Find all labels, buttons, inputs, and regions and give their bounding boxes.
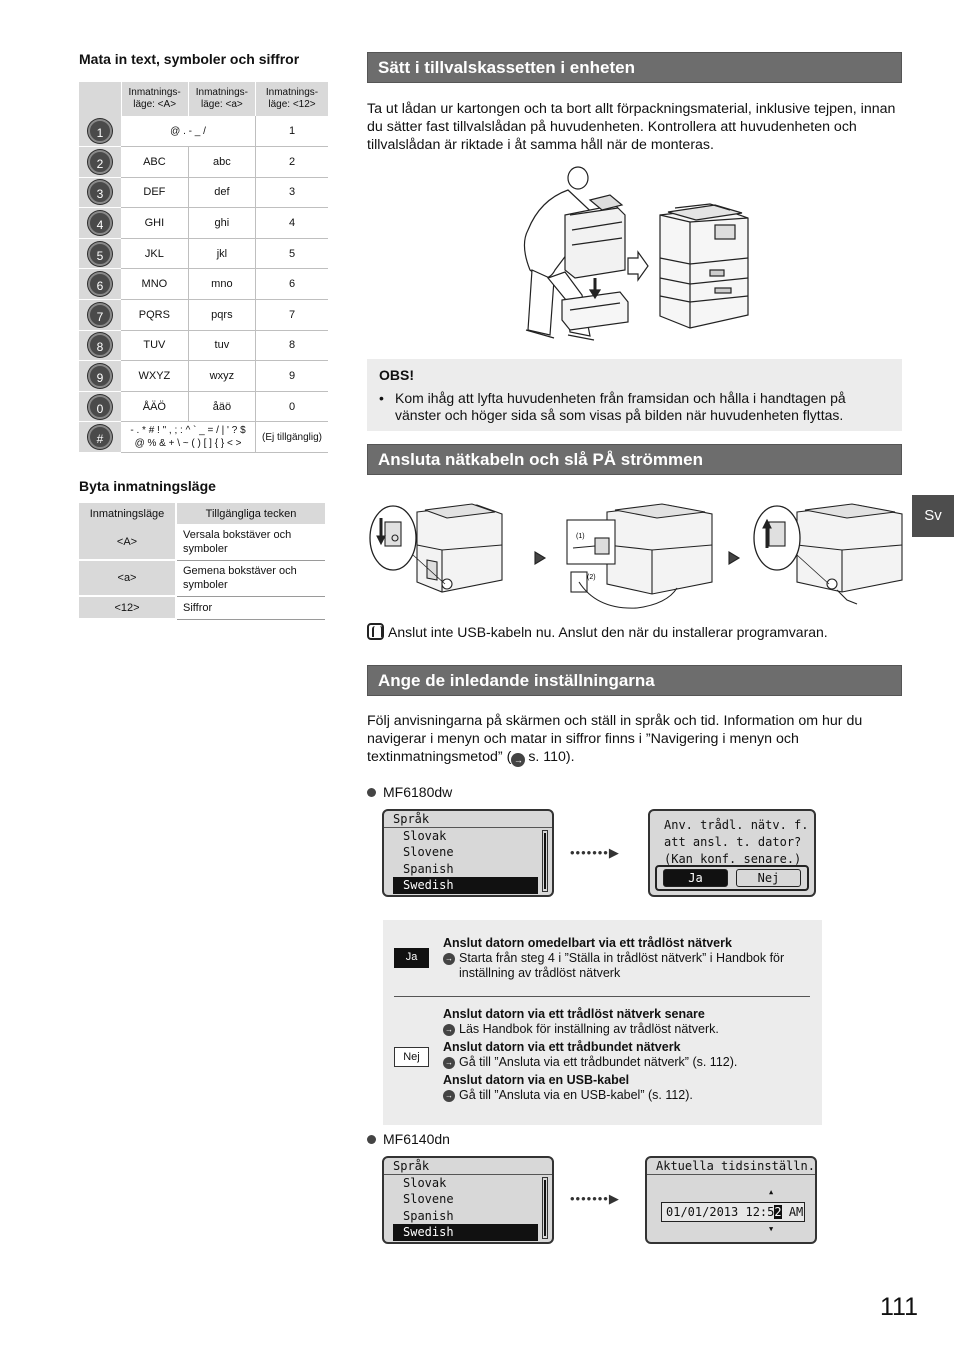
cell-number: 2 — [256, 147, 328, 178]
hand-note-icon — [367, 623, 384, 640]
lcd-scrollbar[interactable] — [542, 1177, 548, 1239]
mode-switch-table — [79, 503, 325, 620]
cell-lower: wxyz — [188, 361, 255, 392]
usb-note — [367, 623, 828, 640]
key-9-icon: 9 — [88, 364, 112, 388]
lcd-title: Språk — [384, 811, 552, 828]
bullet-icon — [367, 788, 376, 797]
cell-number: (Ej tillgänglig) — [256, 422, 328, 453]
key-hash-icon: # — [88, 425, 112, 449]
cell-lower: pqrs — [188, 300, 255, 331]
chars-cell: Siffror — [176, 596, 325, 619]
mode-cell: <12> — [79, 596, 176, 619]
cassette-instructions: Ta ut lådan ur kartongen och ta bort allt förpackningsmaterial, inklusive tejpen, innan du sätter fast tillvalslådan på huvudenheten. Kontrollera att huvudenheten och tillvalslådan är riktade i åt samma håll när de monteras. — [367, 101, 896, 153]
cell-lower: tuv — [188, 330, 255, 361]
mode-cell: <A> — [79, 524, 176, 560]
lcd-message: Anv. trådl. nätv. f. att ansl. t. dator? (Kan konf. senare.) — [664, 818, 809, 866]
model-label-mf6140dn: MF6140dn — [367, 1131, 450, 1147]
bullet-icon: • — [379, 390, 384, 406]
key-4-icon: 4 — [88, 211, 112, 235]
section-heading-power: Ansluta nätkabeln och slå PÅ strömmen — [367, 444, 902, 475]
table-row — [79, 300, 328, 331]
time-input[interactable]: 01/01/2013 12:52 AM — [661, 1202, 805, 1222]
cell-number: 0 — [256, 391, 328, 422]
table-row — [79, 330, 328, 361]
page-ref-icon: → — [445, 1025, 453, 1034]
divider — [394, 996, 810, 997]
cell-number: 4 — [256, 208, 328, 239]
lcd-list-item[interactable]: Slovak — [403, 1175, 447, 1190]
key-6-icon: 6 — [88, 272, 112, 296]
mode-cell: <a> — [79, 560, 176, 596]
header-mode-upper: Inmatnings- läge: <A> — [121, 82, 188, 116]
cell-lower: ghi — [188, 208, 255, 239]
input-table-title: Mata in text, symboler och siffror — [79, 51, 300, 67]
key-2-icon: 2 — [88, 150, 112, 174]
obs-note — [367, 359, 902, 431]
table-row — [79, 147, 328, 178]
chars-cell: Gemena bokstäver och symboler — [176, 560, 325, 596]
cell-upper: TUV — [121, 330, 188, 361]
table-row — [79, 391, 328, 422]
cell-upper: DEF — [121, 177, 188, 208]
table-row — [79, 238, 328, 269]
key-0-icon: 0 — [88, 395, 112, 419]
table-row — [79, 361, 328, 392]
flow-arrow-icon: •••••••▶ — [570, 845, 620, 860]
table-row — [79, 422, 328, 453]
table-row — [79, 116, 328, 147]
mode-switch-title: Byta inmatningsläge — [79, 478, 216, 494]
key-8-icon: 8 — [88, 333, 112, 357]
lcd-time-screen — [645, 1156, 817, 1244]
cell-letters: @ . - _ / — [121, 116, 256, 147]
settings-instructions: Följ anvisningarna på skärmen och ställ in språk och tid. Information om hur du navigerar i menyn och matar in siffror finns i ”Navigering i menyn och textinmatningsmetod” ( → s. 110). — [367, 713, 863, 765]
usb-note-text: Anslut inte USB-kabeln nu. Anslut den när du installerar programvaran. — [388, 623, 828, 640]
cell-lower: jkl — [188, 238, 255, 269]
time-cursor: 2 — [774, 1205, 782, 1219]
cell-number: 5 — [256, 238, 328, 269]
cell-number: 7 — [256, 300, 328, 331]
obs-text: Kom ihåg att lyfta huvudenheten från framsidan och hålla i handtagen på vänster och höger sida så som visas på bilden när huvudenheten flyttas. — [395, 390, 846, 423]
cell-lower: def — [188, 177, 255, 208]
lcd-list-item[interactable]: Slovene — [403, 845, 454, 859]
cell-number: 1 — [256, 116, 328, 147]
key-7-icon: 7 — [88, 303, 112, 327]
section-heading-settings: Ange de inledande inställningarna — [367, 665, 902, 696]
lcd-list-item[interactable]: Spanish — [403, 1208, 454, 1223]
lcd-list-item[interactable]: Slovak — [403, 828, 447, 843]
page-ref-icon: → — [445, 1091, 453, 1100]
cable-label-1: (1) — [576, 533, 585, 540]
key-5-icon: 5 — [88, 242, 112, 266]
model-label-mf6180dw: MF6180dw — [367, 784, 452, 800]
cell-lower: åäö — [188, 391, 255, 422]
cell-upper: PQRS — [121, 300, 188, 331]
lcd-wireless-screen — [648, 809, 816, 897]
page-number: 111 — [880, 1293, 919, 1321]
table-row — [79, 269, 328, 300]
table-row — [79, 208, 328, 239]
cell-lower: mno — [188, 269, 255, 300]
key-3-icon: 3 — [88, 180, 112, 204]
input-mode-table — [79, 82, 328, 453]
power-illustration — [367, 500, 907, 620]
lcd-yes-button[interactable]: Ja — [663, 869, 728, 887]
page-ref-icon: → — [445, 1058, 453, 1067]
lcd-list-item[interactable]: Slovene — [403, 1192, 454, 1206]
obs-title: OBS! — [379, 367, 414, 383]
cell-number: 9 — [256, 361, 328, 392]
cell-letters: - . * # ! " , ; : ^ ` _ = / | ' ? $ @ % & + \ ~ ( ) [ ] { } < > — [121, 422, 256, 453]
down-arrow-icon[interactable]: ▼ — [769, 1225, 774, 1233]
flow-arrow-icon: •••••••▶ — [570, 1191, 620, 1206]
cell-upper: JKL — [121, 238, 188, 269]
lcd-title: Aktuella tidsinställn. — [647, 1158, 815, 1175]
page-ref-icon: → — [445, 954, 453, 963]
cell-number: 8 — [256, 330, 328, 361]
cell-upper: ÅÄÖ — [121, 391, 188, 422]
cassette-illustration — [510, 160, 760, 345]
lcd-list-item-selected[interactable]: Swedish — [393, 877, 538, 894]
yes-tag: Ja — [394, 948, 429, 968]
page-ref-icon: → — [511, 753, 525, 767]
mode-header: Inmatningsläge — [79, 503, 176, 524]
lcd-language-screen — [382, 1156, 554, 1244]
cell-upper: ABC — [121, 147, 188, 178]
cell-upper: WXYZ — [121, 361, 188, 392]
lcd-list-item[interactable]: Spanish — [403, 861, 454, 876]
cable-label-2: (2) — [587, 574, 596, 581]
decision-box — [383, 920, 822, 1125]
chars-header: Tillgängliga tecken — [176, 503, 325, 524]
obs-bullet — [379, 390, 890, 424]
cell-lower: abc — [188, 147, 255, 178]
lcd-list-item-selected[interactable]: Swedish — [393, 1224, 538, 1241]
yes-branch: Anslut datorn omedelbart via ett trådlöst nätverk → Starta från steg 4 i ”Ställa in trådlöst nätverk” i Handbok för inställning av trådlöst nätverk — [443, 936, 785, 980]
cell-upper: MNO — [121, 269, 188, 300]
no-branch: Anslut datorn via ett trådlöst nätverk senare → Läs Handbok för inställning av trådlöst nätverk. Anslut datorn via ett trådbundet nätverk → Gå till ”Ansluta via ett trådbundet nätverk” (s. 112). Anslut datorn via en USB-kabel → Gå till ”Ansluta via en USB-kabel” (s. 112). — [443, 1007, 738, 1102]
header-mode-num: Inmatnings- läge: <12> — [256, 82, 328, 116]
key-1-icon: 1 — [88, 119, 112, 143]
cell-number: 3 — [256, 177, 328, 208]
table-row — [79, 177, 328, 208]
chars-cell: Versala bokstäver och symboler — [176, 524, 325, 560]
bullet-icon — [367, 1135, 376, 1144]
lcd-title: Språk — [384, 1158, 552, 1175]
lcd-language-screen — [382, 809, 554, 897]
cell-number: 6 — [256, 269, 328, 300]
header-mode-lower: Inmatnings- läge: <a> — [188, 82, 255, 116]
lcd-scrollbar[interactable] — [542, 830, 548, 892]
no-tag: Nej — [394, 1047, 429, 1067]
lcd-no-button[interactable]: Nej — [736, 869, 801, 887]
language-tab: Sv — [912, 495, 954, 537]
up-arrow-icon[interactable]: ▲ — [769, 1188, 774, 1196]
cell-upper: GHI — [121, 208, 188, 239]
section-heading-cassette: Sätt i tillvalskassetten i enheten — [367, 52, 902, 83]
